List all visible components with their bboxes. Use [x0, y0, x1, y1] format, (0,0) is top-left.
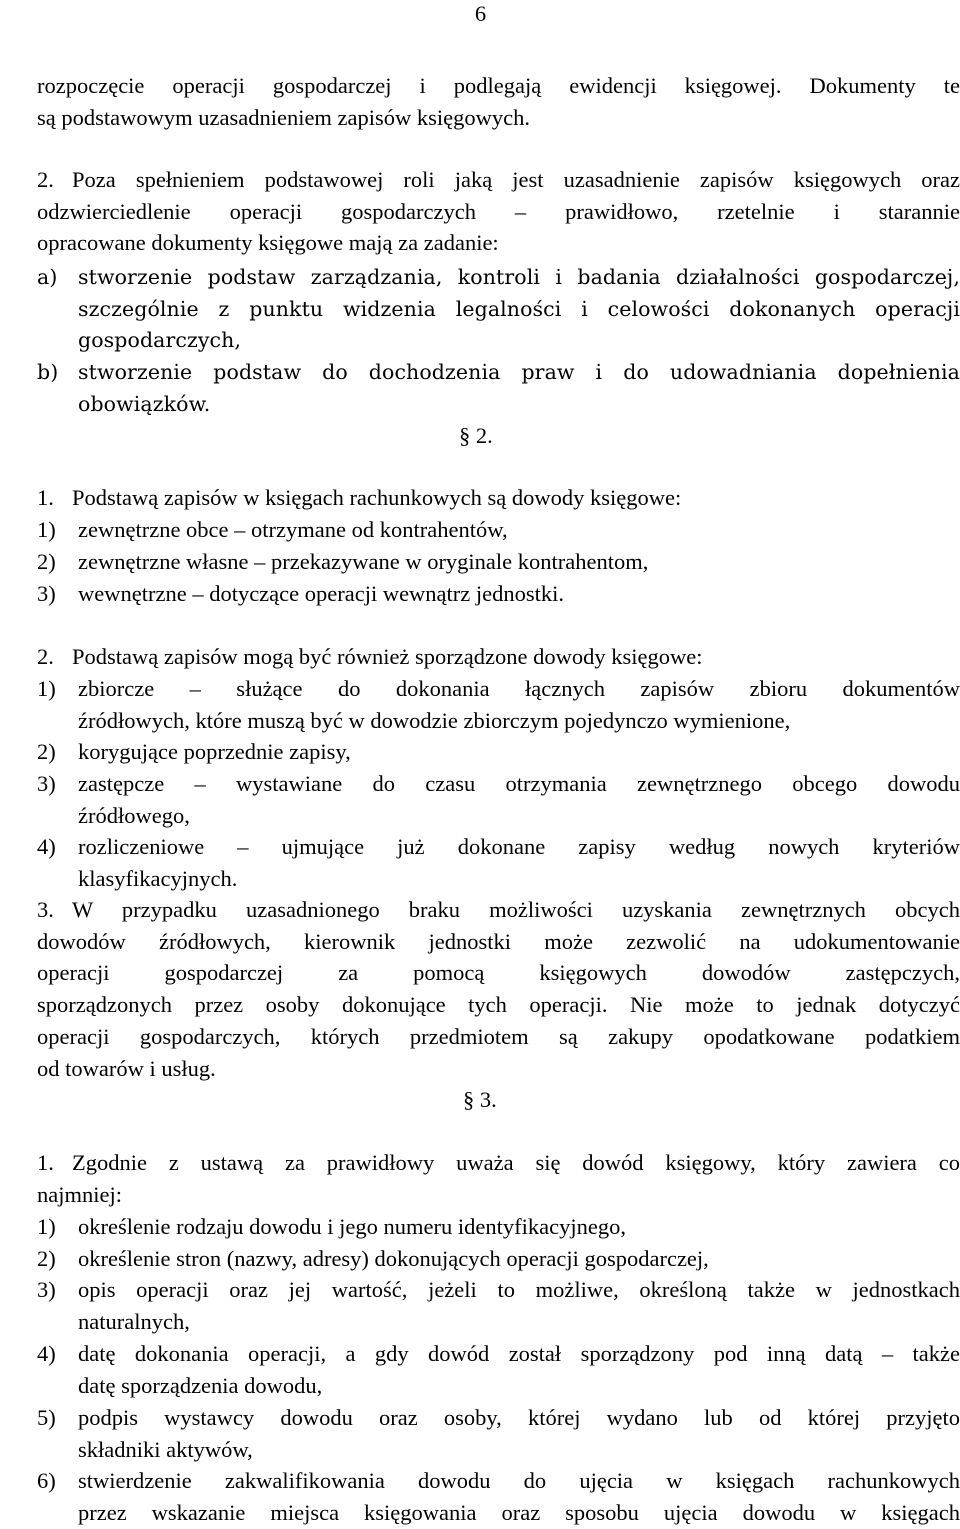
text-line: rozliczeniowe – ujmujące już dokonane zapisy według nowych kryteriów [78, 834, 960, 859]
s2-p1-item-2 [37, 546, 960, 578]
text-line: operacji gospodarczych, których przedmiotem są zakupy opodatkowane podatkiem [37, 1023, 960, 1049]
paragraph-marker: 1. [37, 485, 54, 510]
section-heading-3 [463, 1084, 497, 1116]
text-line: składniki aktywów, [78, 1436, 253, 1462]
text-line: zewnętrzne własne – przekazywane w oryginale kontrahentom, [78, 549, 649, 574]
list-marker: 3) [37, 581, 56, 606]
section-heading-2 [459, 420, 493, 452]
list-marker: 5) [37, 1405, 56, 1430]
paragraph-marker: 1. [37, 1150, 54, 1175]
list-item-body [78, 1274, 960, 1337]
s3-p1-item-5 [37, 1402, 960, 1465]
s3-p1-item-3 [37, 1274, 960, 1337]
paragraph-body [37, 1147, 960, 1210]
text-line: klasyfikacyjnych. [78, 865, 238, 891]
list-marker: 2) [37, 1246, 56, 1271]
section-symbol: § [459, 423, 471, 448]
list-item-body [78, 1402, 960, 1465]
text-line: szczególnie z punktu widzenia legalności i celowości dokonanych operacji [78, 296, 960, 321]
text-line: źródłowego, [78, 802, 190, 828]
s2-p2-item-1 [37, 673, 960, 736]
s3-p1-item-4 [37, 1338, 960, 1401]
text-line: stworzenie podstaw do dochodzenia praw i do udowadniania dopełnienia [78, 360, 960, 384]
text-line: najmniej: [37, 1181, 122, 1207]
paragraph-marker: 2. [37, 644, 54, 669]
s2-p1-item-1 [37, 514, 960, 546]
list-marker: 1) [37, 1214, 56, 1239]
section-number: 2. [475, 423, 493, 448]
text-line: Podstawą zapisów mogą być również sporządzone dowody księgowe: [72, 644, 703, 669]
text-line: rozpoczęcie operacji gospodarczej i podlegają ewidencji księgowej. Dokumenty te [37, 73, 960, 98]
text-line: Podstawą zapisów w księgach rachunkowych są dowody księgowe: [72, 485, 682, 510]
list-marker: b) [37, 360, 59, 384]
s2-paragraph-2 [37, 641, 960, 673]
list-marker: 1) [37, 517, 56, 542]
text-line: są podstawowym uzasadnieniem zapisów księgowych. [37, 104, 531, 130]
text-line: operacji gospodarczej za pomocą księgowych dowodów zastępczych, [37, 960, 960, 986]
text-line: obowiązków. [78, 391, 211, 416]
list-item-a [37, 262, 960, 357]
text-line: datę dokonania operacji, a gdy dowód został sporządzony pod inną datą – także [78, 1341, 960, 1366]
list-item-body [78, 1338, 960, 1401]
text-line: źródłowych, które muszą być w dowodzie zbiorczym pojedynczo wymienione, [78, 707, 791, 733]
section-symbol: § [463, 1087, 475, 1112]
paragraph-marker: 3. [37, 897, 54, 922]
text-line: określenie rodzaju dowodu i jego numeru identyfikacyjnego, [78, 1214, 626, 1239]
paragraph-2 [37, 164, 960, 259]
section-number: 3. [479, 1087, 497, 1112]
text-line: datę sporządzenia dowodu, [78, 1372, 323, 1398]
list-item-body [78, 1211, 960, 1243]
text-line: dowodów źródłowych, kierownik jednostki może zezwolić na udokumentowanie [37, 928, 960, 954]
s2-p2-item-3 [37, 768, 960, 831]
text-line: Zgodnie z ustawą za prawidłowy uważa się dowód księgowy, który zawiera co [72, 1150, 960, 1175]
list-marker: 6) [37, 1468, 56, 1493]
list-marker: 4) [37, 1341, 56, 1366]
page-number: 6 [474, 1, 487, 26]
list-item-body [78, 736, 960, 768]
list-marker: 3) [37, 1277, 56, 1302]
text-line: stwierdzenie zakwalifikowania dowodu do ujęcia w księgach rachunkowych [78, 1468, 960, 1493]
list-item-body [78, 262, 960, 357]
text-line: Poza spełnieniem podstawowej roli jaką jest uzasadnienie zapisów księgowych oraz [72, 167, 960, 192]
list-marker: a) [37, 265, 58, 289]
text-line: gospodarczych, [78, 328, 242, 353]
paragraph-body [72, 482, 960, 514]
text-line: od towarów i usług. [37, 1055, 216, 1081]
list-marker: 4) [37, 834, 56, 859]
text-line: opracowane dokumenty księgowe mają za zadanie: [37, 230, 499, 256]
s3-paragraph-1 [37, 1147, 960, 1210]
list-marker: 3) [37, 771, 56, 796]
list-item-body [78, 357, 960, 420]
text-line: przez wskazanie miejsca księgowania oraz sposobu ujęcia dowodu w księgach [78, 1499, 960, 1525]
list-item-b [37, 357, 960, 420]
paragraph-marker: 2. [37, 167, 54, 192]
text-line: korygujące poprzednie zapisy, [78, 739, 351, 764]
text-line: zastępcze – wystawiane do czasu otrzymania zewnętrznego obcego dowodu [78, 771, 960, 796]
text-line: odzwierciedlenie operacji gospodarczych – prawidłowo, rzetelnie i starannie [37, 198, 960, 224]
list-item-body [78, 768, 960, 831]
paragraph-body [37, 164, 960, 259]
s2-paragraph-3 [37, 894, 960, 1084]
intro-paragraph [37, 70, 960, 133]
s3-p1-item-2 [37, 1243, 960, 1275]
text-line: określenie stron (nazwy, adresy) dokonujących operacji gospodarczej, [78, 1246, 709, 1271]
s3-p1-item-1 [37, 1211, 960, 1243]
text-line: sporządzonych przez osoby dokonujące tych operacji. Nie może to jednak dotyczyć [37, 992, 960, 1018]
text-line: zewnętrzne obce – otrzymane od kontrahentów, [78, 517, 508, 542]
list-item-body [78, 1243, 960, 1275]
list-marker: 1) [37, 676, 56, 701]
s2-p2-item-4 [37, 831, 960, 894]
text-line: naturalnych, [78, 1308, 190, 1334]
list-item-body [78, 1465, 960, 1528]
text-line: opis operacji oraz jej wartość, jeżeli to możliwe, określoną także w jednostkach [78, 1277, 960, 1302]
text-line: zbiorcze – służące do dokonania łącznych zapisów zbioru dokumentów [78, 676, 960, 701]
s2-p1-item-3 [37, 578, 960, 610]
s3-p1-item-6 [37, 1465, 960, 1528]
s2-paragraph-1 [37, 482, 960, 514]
list-item-body [78, 831, 960, 894]
paragraph-body [72, 641, 960, 673]
s2-p2-item-2 [37, 736, 960, 768]
list-item-body [78, 578, 960, 610]
text-line: wewnętrzne – dotyczące operacji wewnątrz jednostki. [78, 581, 565, 606]
paragraph-body [37, 894, 960, 1084]
list-item-body [78, 673, 960, 736]
list-marker: 2) [37, 549, 56, 574]
text-line: stworzenie podstaw zarządzania, kontroli i badania działalności gospodarczej, [78, 265, 960, 289]
list-item-body [78, 546, 960, 578]
text-line: W przypadku uzasadnionego braku możliwości uzyskania zewnętrznych obcych [72, 897, 960, 922]
text-line: podpis wystawcy dowodu oraz osoby, której wydano lub od której przyjęto [78, 1405, 960, 1430]
list-item-body [78, 514, 960, 546]
list-marker: 2) [37, 739, 56, 764]
